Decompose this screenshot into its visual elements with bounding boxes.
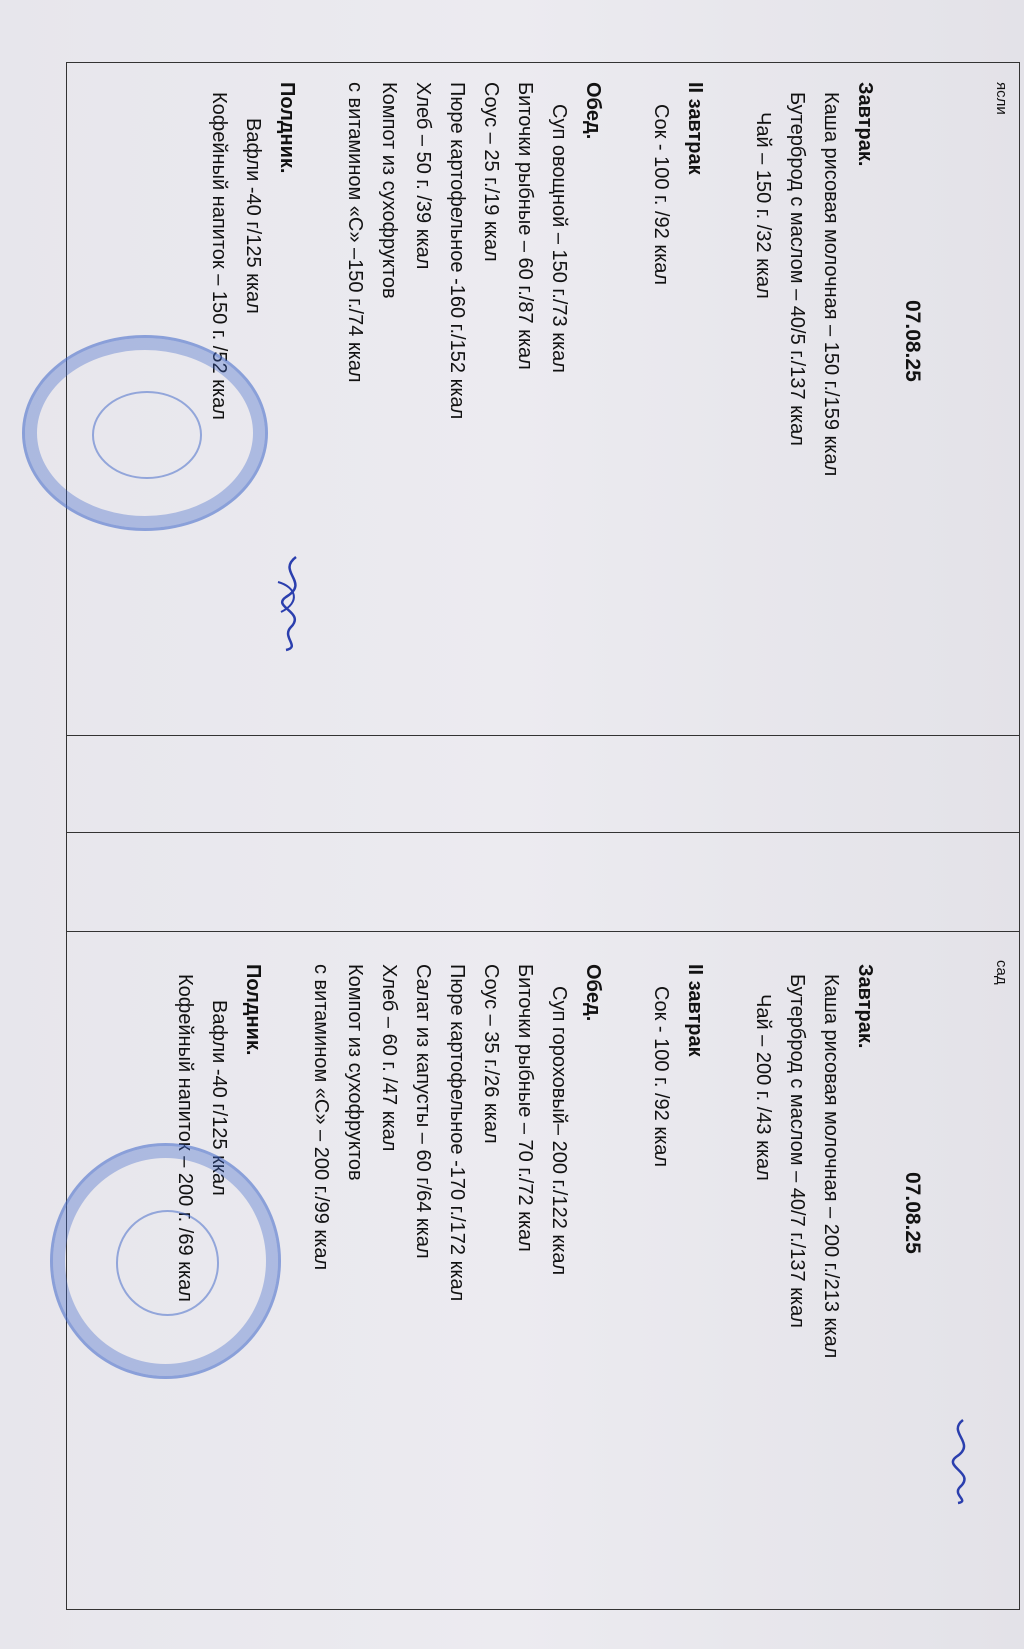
meal-heading: Завтрак. [854,82,876,167]
menu-item: Хлеб – 60 г. /47 ккал [378,964,400,1152]
meal-heading: Обед. [582,82,604,140]
meal-heading: II завтрак [684,82,706,175]
menu-item: Пюре картофельное -170 г./172 ккал [446,964,468,1302]
menu-item: с витамином «С» –150 г./74 ккал [344,82,366,383]
menu-item: Пюре картофельное -160 г./152 ккал [446,82,468,420]
menu-item: Суп гороховый– 200 г./122 ккал [548,986,570,1276]
sad-menu [168,964,882,1358]
spacer [270,964,304,1358]
table-divider-1 [66,735,1020,736]
menu-item: Компот из сухофруктов [344,964,366,1181]
menu-item: Сок - 100 г. /92 ккал [650,986,672,1168]
menu-item: Биточки рыбные – 70 г./72 ккал [514,964,536,1252]
table-left-border [66,62,67,1610]
yasli-date: 07.08.25 [901,300,924,382]
sad-label: сад [993,960,1010,985]
menu-item: Бутерброд с маслом – 40/5 г./137 ккал [786,92,808,446]
signature-yasli [266,552,316,652]
menu-item: Вафли -40 г/125 ккал [208,1000,230,1196]
menu-item: Суп овощной – 150 г./73 ккал [548,104,570,373]
meal-heading: Завтрак. [854,964,876,1049]
signature-sad [938,1415,983,1505]
menu-item: Кофейный напиток – 200 г. /69 ккал [174,974,196,1302]
menu-item: Кофейный напиток – 150 г. /52 ккал [208,92,230,420]
menu-item: Бутерброд с маслом – 40/7 г./137 ккал [786,974,808,1328]
menu-item: с витамином «С» – 200 г./99 ккал [310,964,332,1271]
menu-item: Соус – 25 г./19 ккал [480,82,502,262]
spacer [610,82,644,476]
meal-heading: Полдник. [276,82,298,174]
menu-item: Каша рисовая молочная – 200 г./213 ккал [820,974,842,1359]
menu-item: Хлеб – 50 г. /39 ккал [412,82,434,270]
yasli-menu [202,82,882,476]
menu-item: Компот из сухофруктов [378,82,400,299]
spacer [712,964,746,1358]
spacer [712,82,746,476]
stamp-seal-sad [50,1143,281,1379]
table-divider-2 [66,832,1020,833]
yasli-label: ясли [993,82,1010,115]
spacer [304,82,338,476]
menu-item: Соус – 35 г./26 ккал [480,964,502,1144]
menu-item: Вафли -40 г/125 ккал [242,118,264,314]
menu-item: Чай – 200 г. /43 ккал [752,994,774,1181]
stamp-seal-yasli [22,335,268,531]
table-divider-3 [66,931,1020,932]
meal-heading: Обед. [582,964,604,1022]
spacer [610,964,644,1358]
menu-item: Сок - 100 г. /92 ккал [650,104,672,286]
sad-date: 07.08.25 [901,1172,924,1254]
menu-item: Биточки рыбные – 60 г./87 ккал [514,82,536,370]
meal-heading: Полдник. [242,964,264,1056]
menu-item: Салат из капусты – 60 г/64 ккал [412,964,434,1259]
menu-item: Чай – 150 г. /32 ккал [752,112,774,299]
meal-heading: II завтрак [684,964,706,1057]
menu-item: Каша рисовая молочная – 150 г./159 ккал [820,92,842,477]
